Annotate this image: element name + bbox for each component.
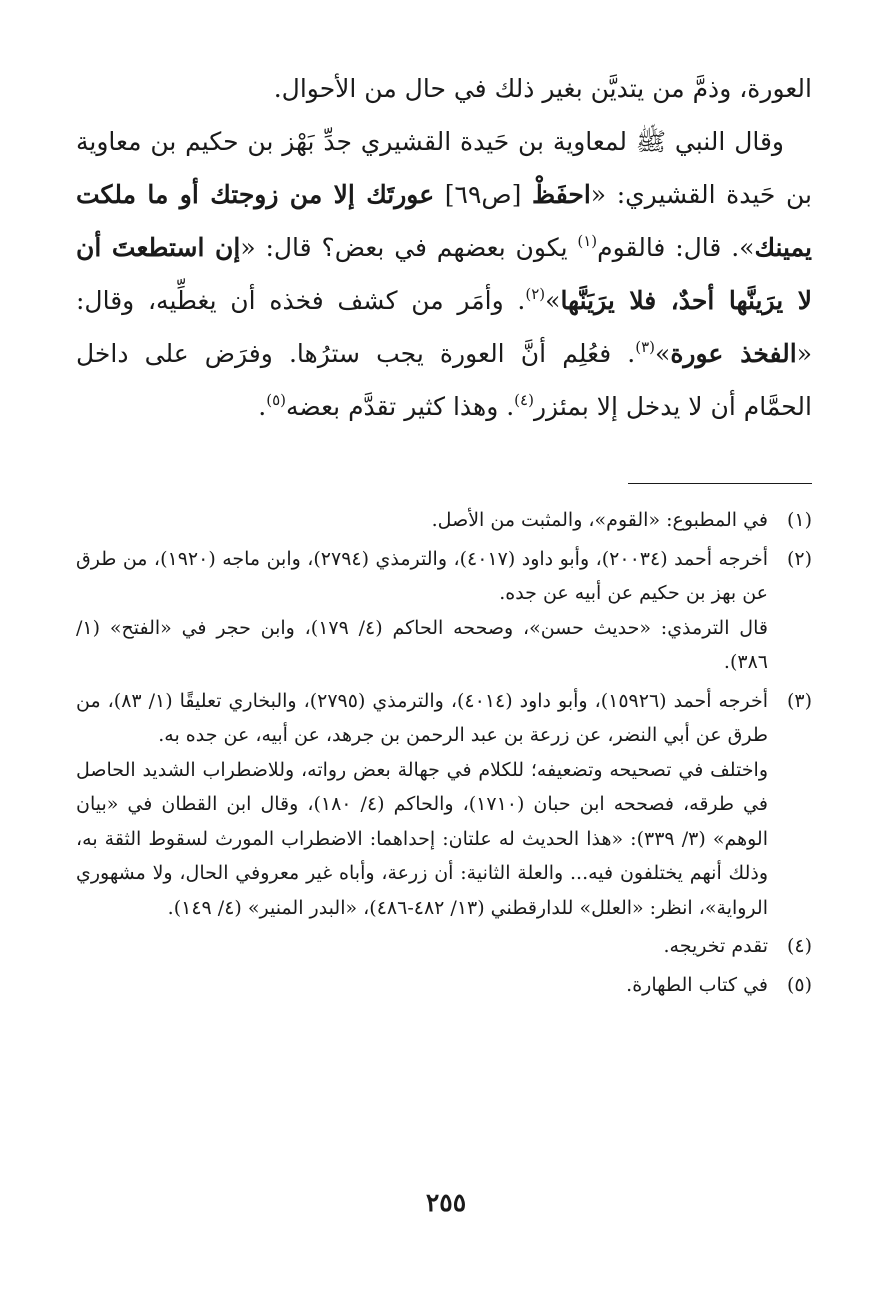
footnote-ref-1: (١) — [577, 232, 598, 250]
footnote-5 — [76, 968, 812, 1003]
text-run: . وأمَر من كشف فخذه أن يغطِّيه، وقال: « — [76, 286, 812, 368]
footnote-separator — [628, 483, 812, 484]
hadith-quote: الفخذ عورة — [670, 339, 797, 368]
footnote-1 — [76, 503, 812, 538]
footnote-ref-5: (٥) — [266, 391, 287, 409]
footnote-2 — [76, 542, 812, 680]
text-run: ». قال: فالقوم — [597, 233, 755, 262]
footnote-ref-3: (٣) — [635, 338, 656, 356]
text-run: » — [655, 339, 671, 368]
text-run: يكون بعضهم في بعض؟ قال: « — [240, 233, 578, 262]
footnote-body — [76, 929, 768, 964]
page-number: ٢٥٥ — [425, 1188, 467, 1217]
main-paragraph — [76, 115, 812, 433]
footnote-3 — [76, 684, 812, 926]
footnote-text: أخرجه أحمد (٢٠٠٣٤)، وأبو داود (٤٠١٧)، والترمذي (٢٧٩٤)، وابن ماجه (١٩٢٠)، من طرق عن بهز بن حكيم عن أبيه عن جده. — [76, 547, 768, 604]
text-run: » — [545, 286, 561, 315]
text-run: . — [258, 392, 267, 421]
text-run: . وهذا كثير تقدَّم بعضه — [286, 392, 515, 421]
text-run: . فعُلِم أنَّ العورة يجب سترُها. وفرَض على داخل الحمَّام أن لا يدخل إلا بمئزر — [76, 339, 812, 421]
hadith-quote: عورتَك إلا من زوجتك أو ما ملكت يمينك — [76, 180, 813, 262]
text-line: العورة، وذمَّ من يتديَّن بغير ذلك في حال من الأحوال. — [273, 74, 812, 103]
footnote-text: أخرجه أحمد (١٥٩٢٦)، وأبو داود (٤٠١٤)، والترمذي (٢٧٩٥)، والبخاري تعليقًا (١/ ٨٣)، من طرق عن أبي النضر، عن زرعة بن عبد الرحمن بن جرهد، عن أبيه، عن جده به. — [76, 689, 768, 746]
footnote-number: (٤) — [786, 935, 812, 957]
footnote-number: (٢) — [786, 547, 812, 570]
footnote-ref-2: (٢) — [525, 285, 546, 303]
footnote-number: (١) — [786, 509, 812, 531]
footnote-number: (٣) — [786, 689, 812, 712]
footnote-text: تقدم تخريجه. — [663, 935, 768, 957]
footnote-text: في كتاب الطهارة. — [626, 973, 768, 996]
footnote-text: قال الترمذي: «حديث حسن»، وصححه الحاكم (٤/ ١٧٩)، وابن حجر في «الفتح» (١/ ٣٨٦). — [76, 616, 768, 673]
footnote-body — [76, 503, 768, 538]
footnote-body — [76, 968, 768, 1003]
footnote-body — [76, 542, 768, 680]
footnote-4 — [76, 929, 812, 964]
hadith-quote: إن استطعتَ أن لا يرَينَّها أحدٌ، فلا يرَيَنَّها — [76, 233, 813, 315]
footnote-text: واختلف في تصحيحه وتضعيفه؛ للكلام في جهالة بعض رواته، وللاضطراب الشديد الحاصل في طرقه، فصححه ابن حبان (١٧١٠)، والحاكم (٤/ ١٨٠)، وقال ابن القطان في «بيان الوهم» (٣/ ٣٣٩): «هذا الحديث له علتان: إحداهما: الاضطراب المورث لسقوط الثقة به، وذلك أنهم يختلفون فيه... والعلة الثانية: أن زرعة، وأباه غير معروفي الحال، ولا مشهوري الرواية»، انظر: «العلل» للدارقطني (١٣/ ٤٨٢-٤٨٦)، «البدر المنير» (٤/ ١٤٩). — [76, 758, 768, 919]
footnote-ref-4: (٤) — [514, 391, 534, 409]
text-run: وقال النبي ﷺ لمعاوية بن حَيدة القشيري جدِّ بَهْز بن حكيم بن معاوية بن حَيدة القشيري: « — [76, 127, 812, 209]
footnote-body — [76, 684, 768, 926]
footnote-number: (٥) — [786, 973, 812, 996]
hadith-quote: احفَظْ — [531, 180, 591, 209]
footnote-text: في المطبوع: «القوم»، والمثبت من الأصل. — [431, 509, 768, 531]
main-text — [76, 62, 812, 433]
page-reference: [ص٦٩] — [434, 180, 532, 209]
footnotes — [76, 503, 812, 1006]
